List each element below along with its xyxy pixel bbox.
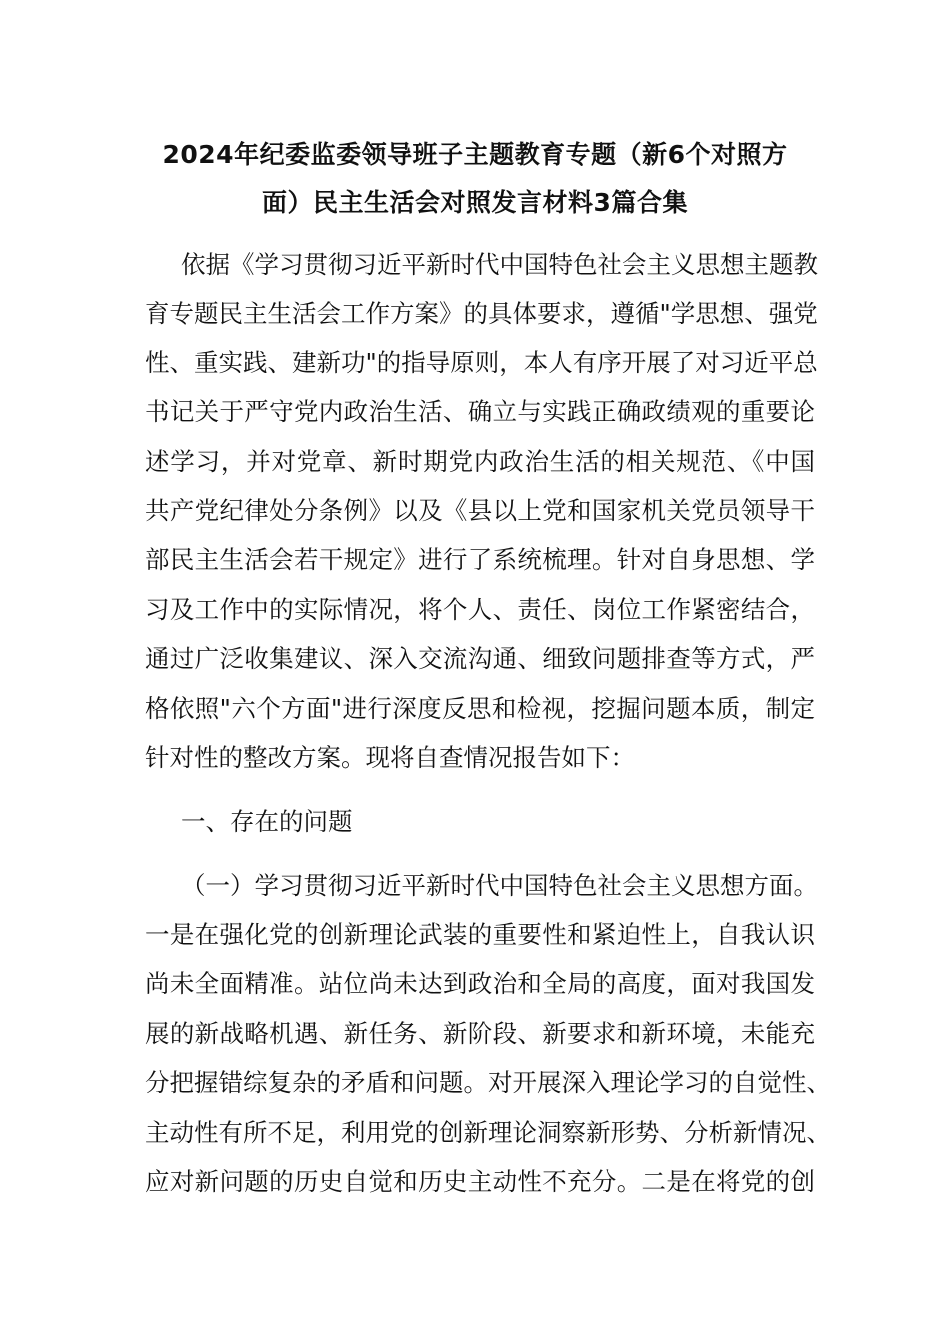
section-heading: 一、存在的问题 xyxy=(181,807,353,836)
intro-line: 格依照"六个方面"进行深度反思和检视，挖掘问题本质，制定 xyxy=(145,694,815,723)
intro-line: 习及工作中的实际情况，将个人、责任、岗位工作紧密结合， xyxy=(145,595,815,624)
subsection-heading: （一）学习贯彻习近平新时代中国特色社会主义思想方面。 xyxy=(181,871,818,900)
body-line: 应对新问题的历史自觉和历史主动性不充分。二是在将党的创 xyxy=(145,1167,815,1196)
intro-line: 育专题民主生活会工作方案》的具体要求，遵循"学思想、强党 xyxy=(145,299,818,328)
intro-line: 依据《学习贯彻习近平新时代中国特色社会主义思想主题教 xyxy=(181,250,818,279)
body-line: 主动性有所不足，利用党的创新理论洞察新形势、分析新情况、 xyxy=(145,1118,831,1147)
intro-line: 共产党纪律处分条例》以及《县以上党和国家机关党员领导干 xyxy=(145,496,815,525)
intro-line: 性、重实践、建新功"的指导原则，本人有序开展了对习近平总 xyxy=(145,348,818,377)
intro-line: 通过广泛收集建议、深入交流沟通、细致问题排查等方式，严 xyxy=(145,644,815,673)
intro-line: 书记关于严守党内政治生活、确立与实践正确政绩观的重要论 xyxy=(145,397,815,426)
intro-line: 述学习，并对党章、新时期党内政治生活的相关规范、《中国 xyxy=(145,447,815,476)
body-line: 分把握错综复杂的矛盾和问题。对开展深入理论学习的自觉性、 xyxy=(145,1068,831,1097)
intro-line: 部民主生活会若干规定》进行了系统梳理。针对自身思想、学 xyxy=(145,545,815,574)
intro-line: 针对性的整改方案。现将自查情况报告如下： xyxy=(145,743,635,772)
document-title-line-1: 2024年纪委监委领导班子主题教育专题（新6个对照方 xyxy=(162,140,788,169)
body-line: 尚未全面精准。站位尚未达到政治和全局的高度，面对我国发 xyxy=(145,969,815,998)
document-title-line-2: 面）民主生活会对照发言材料3篇合集 xyxy=(262,188,688,217)
body-line: 展的新战略机遇、新任务、新阶段、新要求和新环境，未能充 xyxy=(145,1019,815,1048)
body-line: 一是在强化党的创新理论武装的重要性和紧迫性上，自我认识 xyxy=(145,920,815,949)
